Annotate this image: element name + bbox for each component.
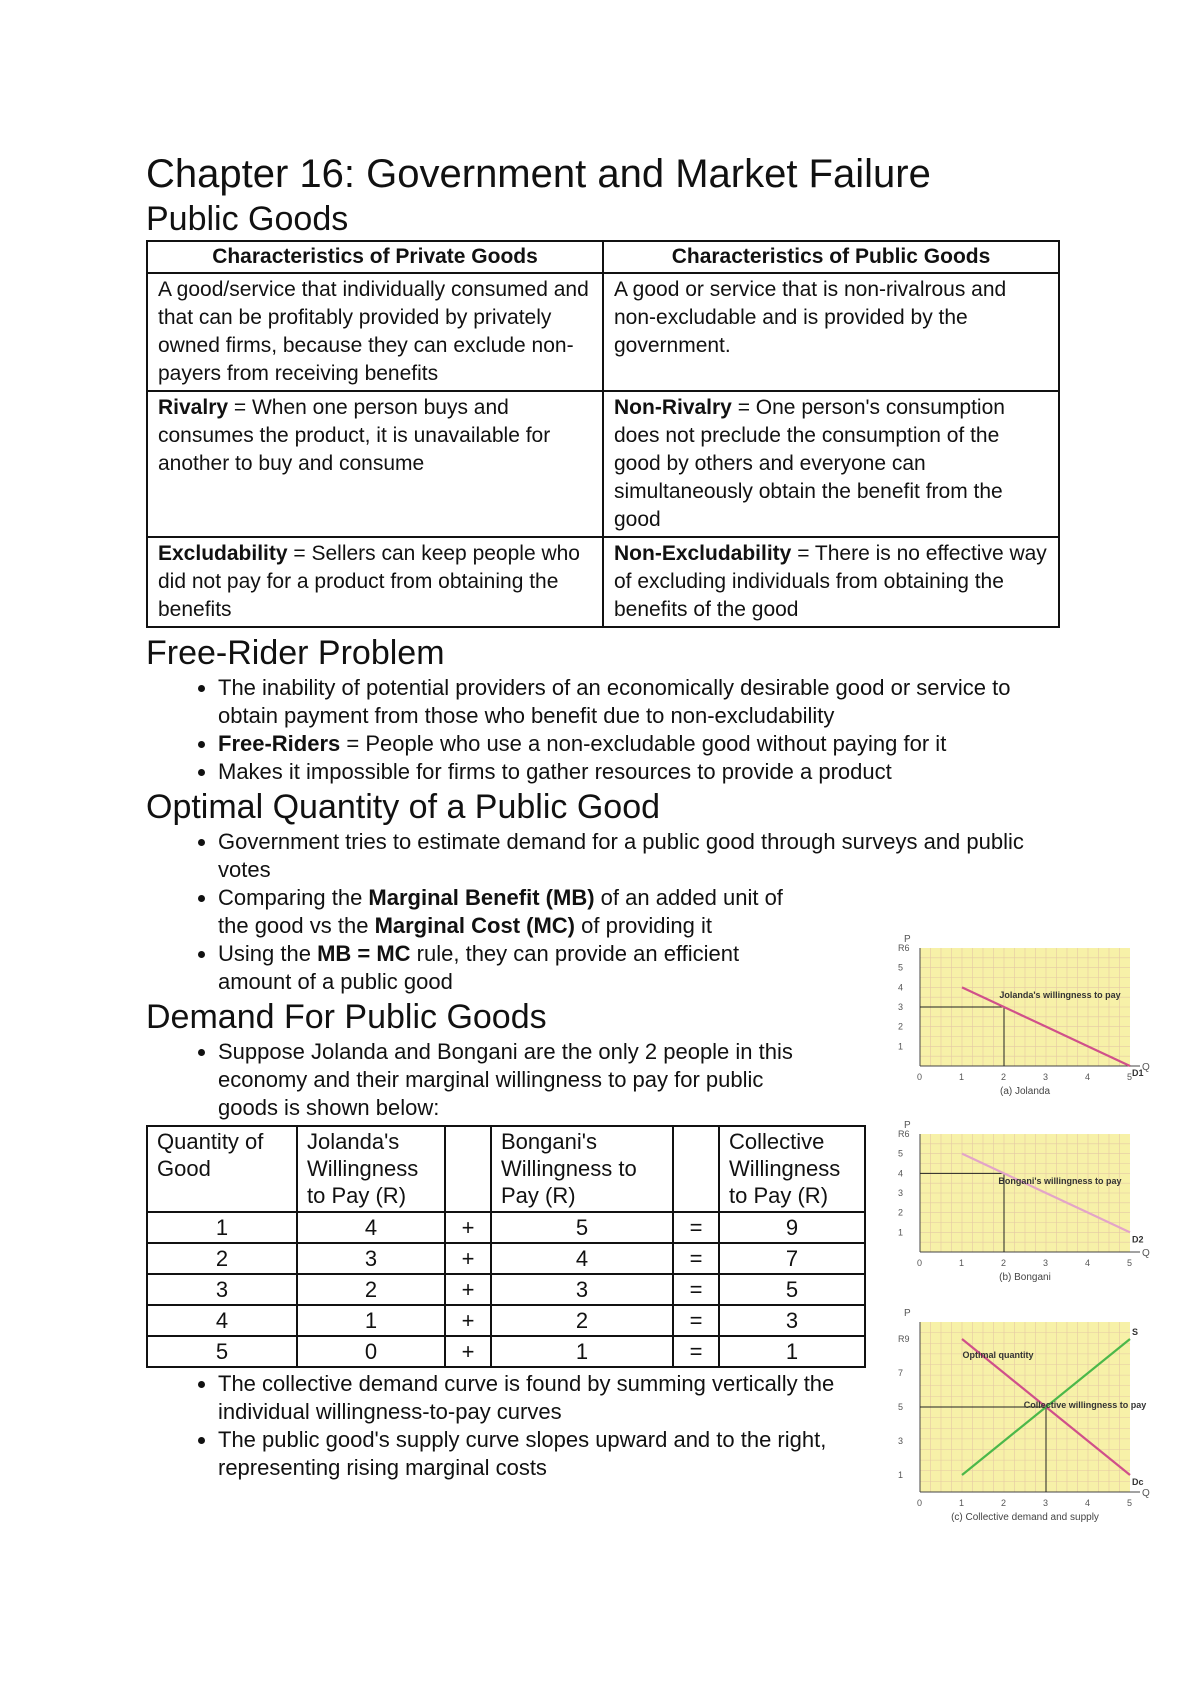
y-tick-label: 4 xyxy=(898,1168,904,1179)
heading-demand: Demand For Public Goods xyxy=(146,998,547,1036)
cell: 3 xyxy=(147,1274,297,1305)
y-tick-label: R9 xyxy=(898,1334,910,1344)
cell: = xyxy=(673,1305,719,1336)
y-axis-label: P xyxy=(904,1308,911,1319)
cell: 3 xyxy=(719,1305,865,1336)
cell: = xyxy=(673,1243,719,1274)
table-header-row xyxy=(147,1126,865,1212)
text: Using the xyxy=(218,941,318,966)
rivalry-text: = When one person buys and consumes the product, it is unavailable for another to buy and consume xyxy=(158,396,551,475)
excludability-text: = Sellers can keep people who did not pay for a product from obtaining the benefits xyxy=(158,542,580,621)
text: of an added unit of the good vs the xyxy=(218,885,783,938)
chart-annotation: Jolanda's willingness to pay xyxy=(999,990,1121,1000)
list-item: • Makes it impossible for firms to gather resources to provide a product xyxy=(218,758,1066,786)
chart-annotation: Collective willingness to pay xyxy=(1023,1400,1147,1410)
y-tick-label: 3 xyxy=(898,1436,904,1446)
non-excludability-text: = There is no effective way of excluding individuals from obtaining the benefits of the good xyxy=(614,542,1047,621)
y-tick-label: 4 xyxy=(898,982,904,993)
heading-public-goods: Public Goods xyxy=(146,200,349,238)
cell: 4 xyxy=(297,1212,445,1243)
y-tick-label: 2 xyxy=(898,1021,904,1032)
list-item: • The collective demand curve is found by summing vertically the individual willingness-to-pay curves xyxy=(218,1370,858,1426)
term-mc: Marginal Cost (MC) xyxy=(374,913,576,938)
x-tick-label: 1 xyxy=(959,1498,965,1508)
term-rivalry: Rivalry xyxy=(158,396,229,419)
x-axis-label: Q xyxy=(1142,1062,1150,1073)
cell: 7 xyxy=(719,1243,865,1274)
x-tick-label: 1 xyxy=(959,1258,965,1268)
x-tick-label: 2 xyxy=(1001,1258,1007,1268)
x-tick-label: 4 xyxy=(1085,1258,1091,1268)
rivalry-cell xyxy=(147,391,603,537)
y-tick-label: 3 xyxy=(898,1188,904,1198)
cell: 4 xyxy=(147,1305,297,1336)
cell: = xyxy=(673,1274,719,1305)
non-excludability-cell xyxy=(603,537,1059,627)
text: Comparing the xyxy=(218,885,369,910)
x-tick-label: 0 xyxy=(917,1498,923,1508)
table-row xyxy=(147,391,1059,537)
chart-bongani-svg xyxy=(880,1112,1200,1302)
chart-collective-svg xyxy=(880,1300,1200,1550)
x-tick-label: 1 xyxy=(959,1072,965,1082)
term-free-riders: Free-Riders xyxy=(218,731,341,756)
cell: 2 xyxy=(147,1243,297,1274)
col-jolanda: Jolanda's Willingness to Pay (R) xyxy=(297,1126,445,1212)
cell: 5 xyxy=(719,1274,865,1305)
y-axis-label: P xyxy=(904,1120,911,1131)
cell: + xyxy=(445,1336,491,1367)
table-row xyxy=(147,273,1059,391)
list-item: • Suppose Jolanda and Bongani are the only 2 people in this economy and their marginal willingness to pay for public goods is shown below: xyxy=(218,1038,828,1122)
cell: 0 xyxy=(297,1336,445,1367)
x-tick-label: 3 xyxy=(1043,1498,1049,1508)
list-item: • The public good's supply curve slopes upward and to the right, representing rising marginal costs xyxy=(218,1426,858,1482)
graph-jolanda xyxy=(880,926,1200,1121)
cell: 3 xyxy=(297,1243,445,1274)
chart-annotation: Bongani's willingness to pay xyxy=(998,1176,1122,1186)
series-label: D2 xyxy=(1132,1234,1144,1245)
chart-caption: (b) Bongani xyxy=(999,1272,1051,1283)
x-tick-label: 0 xyxy=(917,1072,923,1082)
cell: 1 xyxy=(147,1212,297,1243)
y-tick-label: R6 xyxy=(898,943,910,953)
term-non-excludability: Non-Excludability xyxy=(614,542,792,565)
table-row xyxy=(147,1243,865,1274)
x-tick-label: 5 xyxy=(1127,1258,1133,1268)
list-item: • Government tries to estimate demand for a public good through surveys and public votes xyxy=(218,828,1066,884)
col-bongani: Bongani's Willingness to Pay (R) xyxy=(491,1126,673,1212)
series-label: Dc xyxy=(1132,1477,1144,1487)
cell: 3 xyxy=(491,1274,673,1305)
y-tick-label: 7 xyxy=(898,1368,904,1378)
x-tick-label: 3 xyxy=(1043,1258,1049,1268)
heading-optimal-quantity: Optimal Quantity of a Public Good xyxy=(146,788,661,826)
list-item xyxy=(218,730,1066,758)
y-tick-label: 1 xyxy=(898,1041,904,1052)
x-tick-label: 2 xyxy=(1001,1072,1007,1082)
text: rule, they can provide an efficient amount of a public good xyxy=(218,941,740,994)
series-label: S xyxy=(1132,1327,1139,1337)
table-row xyxy=(147,1305,865,1336)
col-plus xyxy=(445,1126,491,1212)
x-tick-label: 4 xyxy=(1085,1072,1091,1082)
header-private: Characteristics of Private Goods xyxy=(147,241,603,273)
x-tick-label: 5 xyxy=(1127,1498,1133,1508)
cell: 2 xyxy=(297,1274,445,1305)
cell: 9 xyxy=(719,1212,865,1243)
comparison-table xyxy=(146,240,1060,628)
cell: + xyxy=(445,1212,491,1243)
non-rivalry-text: = One person's consumption does not preclude the consumption of the good by others and everyone can simultaneously obtain the benefit from the good xyxy=(614,396,1005,531)
header-public: Characteristics of Public Goods xyxy=(603,241,1059,273)
willingness-table xyxy=(146,1125,866,1368)
text: of providing it xyxy=(575,913,712,938)
term-non-rivalry: Non-Rivalry xyxy=(614,396,732,419)
cell: = xyxy=(673,1212,719,1243)
cell: 4 xyxy=(491,1243,673,1274)
list-item: • The inability of potential providers of an economically desirable good or service to obtain payment from those who benefit due to non-excludability xyxy=(218,674,1066,730)
table-row xyxy=(147,1212,865,1243)
col-collective: Collective Willingness to Pay (R) xyxy=(719,1126,865,1212)
chart-caption: (a) Jolanda xyxy=(999,1086,1051,1097)
y-tick-label: R6 xyxy=(898,1129,910,1139)
col-quantity: Quantity of Good xyxy=(147,1126,297,1212)
y-tick-label: 1 xyxy=(898,1470,904,1480)
y-tick-label: 5 xyxy=(898,1148,904,1159)
cell: 2 xyxy=(491,1305,673,1336)
x-tick-label: 0 xyxy=(917,1258,923,1268)
term-mb: Marginal Benefit (MB) xyxy=(368,885,595,910)
y-tick-label: 5 xyxy=(898,962,904,973)
chart-annotation: Optimal quantity xyxy=(962,1350,1034,1360)
table-row xyxy=(147,1336,865,1367)
term-excludability: Excludability xyxy=(158,542,288,565)
chapter-title: Chapter 16: Government and Market Failure xyxy=(146,152,931,196)
chart-jolanda-svg xyxy=(880,926,1200,1116)
free-rider-list xyxy=(146,674,1066,786)
y-axis-label: P xyxy=(904,934,911,945)
y-tick-label: 2 xyxy=(898,1207,904,1218)
x-tick-label: 2 xyxy=(1001,1498,1007,1508)
cell: 1 xyxy=(719,1336,865,1367)
non-rivalry-cell xyxy=(603,391,1059,537)
cell: + xyxy=(445,1243,491,1274)
cell: = xyxy=(673,1336,719,1367)
y-tick-label: 3 xyxy=(898,1002,904,1012)
x-axis-label: Q xyxy=(1142,1488,1150,1499)
term-mb-mc: MB = MC xyxy=(317,941,411,966)
y-tick-label: 1 xyxy=(898,1227,904,1238)
graph-collective xyxy=(880,1300,1200,1555)
x-tick-label: 3 xyxy=(1043,1072,1049,1082)
cell: + xyxy=(445,1274,491,1305)
excludability-cell xyxy=(147,537,603,627)
table-header-row xyxy=(147,241,1059,273)
x-axis-label: Q xyxy=(1142,1248,1150,1259)
table-row xyxy=(147,1274,865,1305)
free-riders-text: = People who use a non-excludable good without paying for it xyxy=(340,731,947,756)
list-item xyxy=(218,884,818,940)
heading-free-rider: Free-Rider Problem xyxy=(146,634,445,672)
series-label: D1 xyxy=(1132,1068,1144,1078)
cell: 5 xyxy=(147,1336,297,1367)
x-tick-label: 4 xyxy=(1085,1498,1091,1508)
private-definition: A good/service that individually consumed and that can be profitably provided by privately owned firms, because they can exclude non-payers from receiving benefits xyxy=(147,273,603,391)
list-item xyxy=(218,940,818,996)
chart-caption: (c) Collective demand and supply xyxy=(951,1512,1099,1523)
cell: 1 xyxy=(491,1336,673,1367)
y-tick-label: 5 xyxy=(898,1402,904,1412)
cell: 5 xyxy=(491,1212,673,1243)
x-tick-label: 5 xyxy=(1127,1072,1133,1082)
col-equals xyxy=(673,1126,719,1212)
cell: + xyxy=(445,1305,491,1336)
table-row xyxy=(147,537,1059,627)
cell: 1 xyxy=(297,1305,445,1336)
graph-bongani xyxy=(880,1112,1200,1307)
public-definition: A good or service that is non-rivalrous and non-excludable and is provided by the government. xyxy=(603,273,1059,391)
